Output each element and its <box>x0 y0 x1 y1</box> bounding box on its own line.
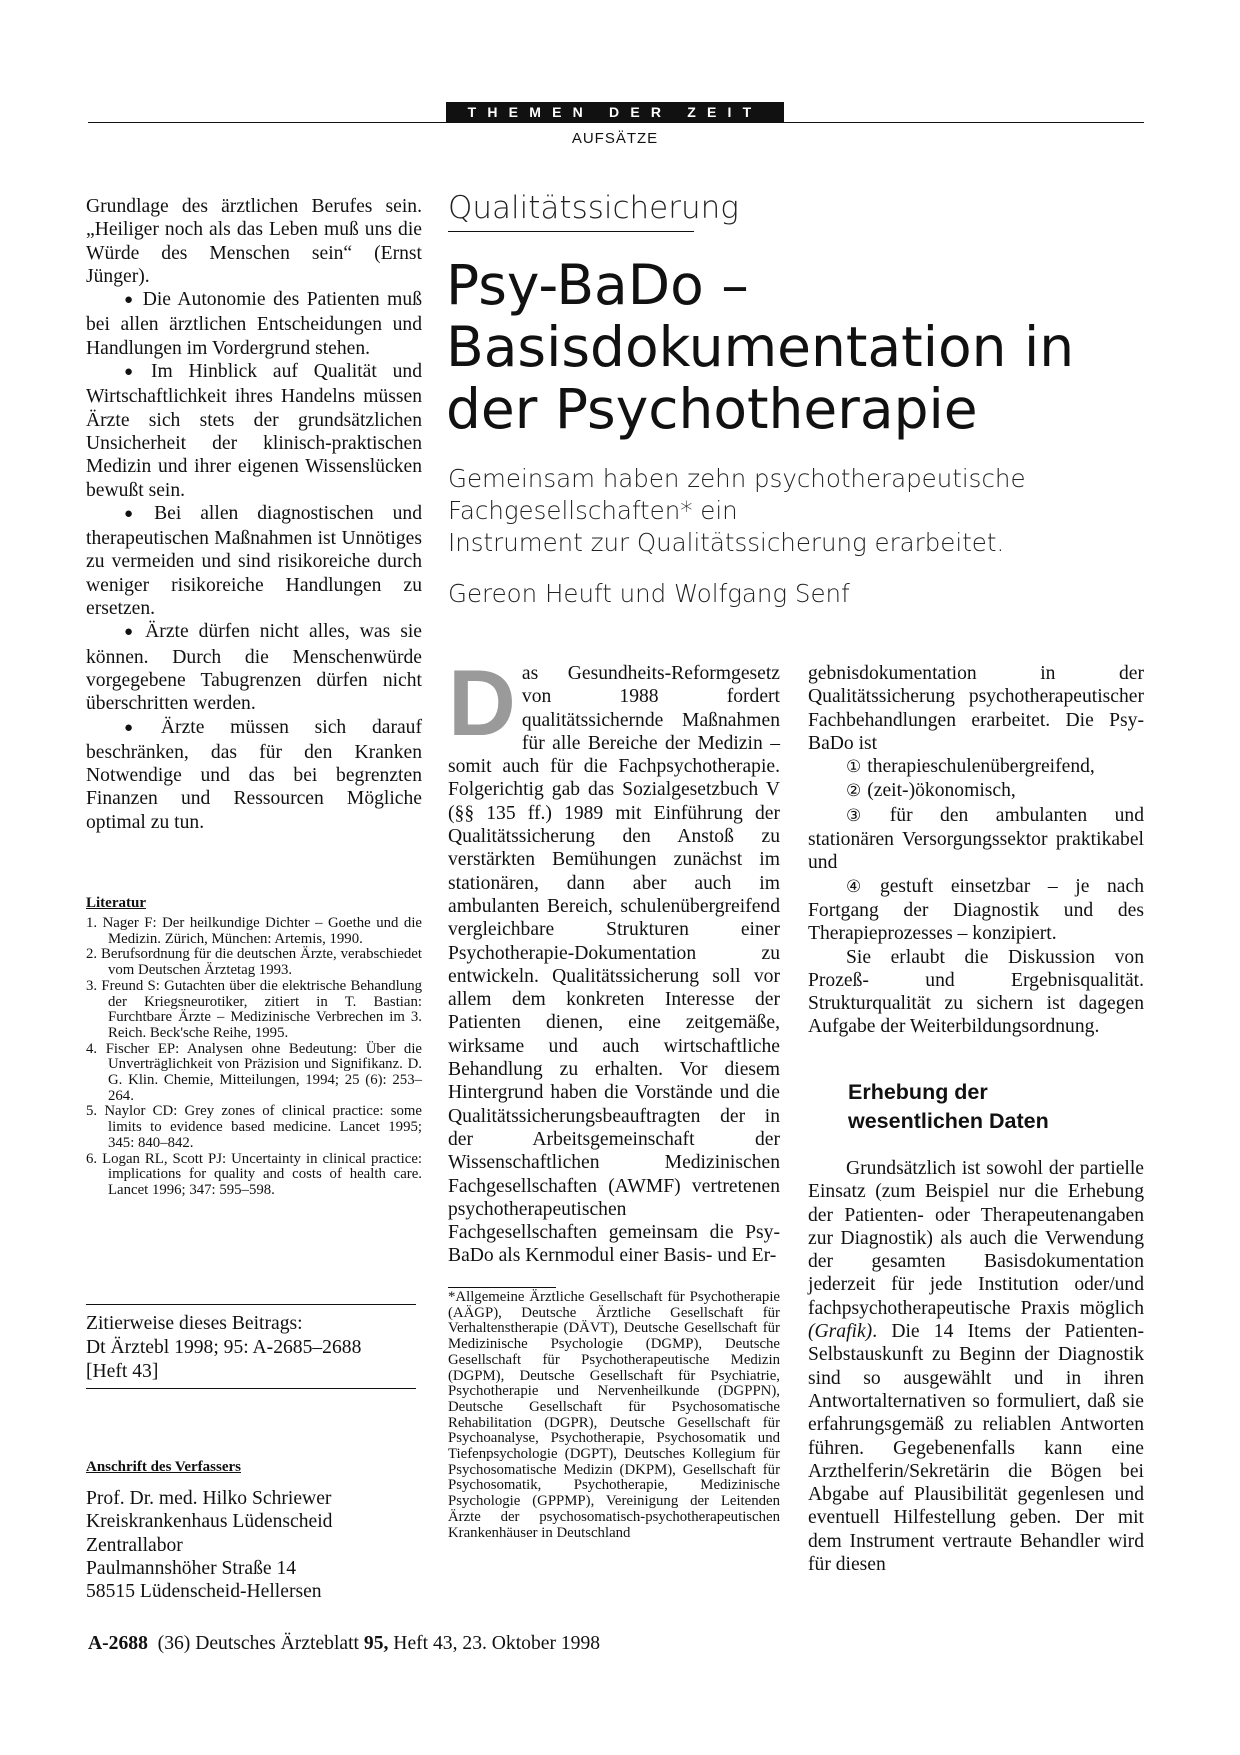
figure-reference: (Grafik) <box>808 1321 873 1343</box>
literature-item: 4. Fischer EP: Analysen ohne Bedeutung: Über die Unverträglichkeit von Präzision und Signifikanz. D. G. Klin. Chemie, Mitteilungen, 1994; 25 (6): 253–264. <box>86 1040 422 1104</box>
article-authors: Gereon Heuft und Wolfgang Senf <box>448 579 850 608</box>
header-rule <box>88 122 1144 123</box>
paragraph: Grundlage des ärztlichen Berufes sein. „Heiliger noch als das Leben muß uns die Würde des Menschen sein“ (Ernst Jünger). <box>86 196 422 287</box>
literature-list <box>86 916 422 1199</box>
bullet-paragraph: ● Ärzte dürfen nicht alles, was sie können. Durch die Menschenwürde vorgegebene Tabugrenzen dürfen nicht überschritten werden. <box>86 620 422 715</box>
footnote-rule <box>448 1287 556 1288</box>
citation-line: Dt Ärztebl 1998; 95: A-2685–2688 <box>86 1337 362 1358</box>
bullet-paragraph: ● Bei allen diagnostischen und therapeutischen Maßnahmen ist Unnötiges zu vermeiden und sind risikoreiche durch weniger risikoreiche Handlungen zu ersetzen. <box>86 502 422 620</box>
address-title: Anschrift des Verfassers <box>86 1459 241 1475</box>
enum-item <box>808 755 1144 779</box>
citation-line: [Heft 43] <box>86 1361 159 1382</box>
enum-number: ① <box>846 757 862 778</box>
subheading-line: Erhebung der <box>848 1080 988 1104</box>
paragraph: gebnisdokumentation in der Qualitätssicherung psychotherapeutischer Fachbehandlungen erarbeitet. Die Psy-BaDo ist <box>808 663 1144 754</box>
address-line: Zentrallabor <box>86 1534 183 1556</box>
paragraph <box>808 1157 1144 1576</box>
address-line: Kreiskrankenhaus Lüdenscheid <box>86 1511 333 1533</box>
body-text-right-bottom <box>808 1157 1144 1576</box>
article-title <box>446 254 1166 440</box>
left-column-text <box>86 195 422 834</box>
literature-title: Literatur <box>86 895 146 911</box>
enum-number: ④ <box>846 876 874 897</box>
text-run: . Die 14 Items der Patienten-Selbstauskunft zu Beginn der Diagnostik sind so ausgewählt und in ihren Antwortalternativen so formuliert, daß sie erfahrungsgemäß zu reliablen Antworten führen. Gegebenenfalls kann eine Arzthelferin/Sekretärin die Bögen bei Abgabe auf Plausibilität gegenlesen und eventuell Hilfestellung geben. Der mit dem Instrument vertraute Behandler wird für diesen <box>808 1321 1144 1576</box>
title-line: Psy-BaDo – <box>446 253 749 317</box>
drop-cap: D <box>448 650 516 755</box>
bullet-paragraph: ● Die Autonomie des Patienten muß bei allen ärztlichen Entscheidungen und Handlungen im Vordergrund stehen. <box>86 288 422 360</box>
subtitle-line: Instrument zur Qualitätssicherung erarbeitet. <box>448 528 1005 557</box>
title-line: Basisdokumentation in <box>446 315 1075 379</box>
body-text: as Gesundheits-Reformgesetz von 1988 fordert qualitätssichernde Maßnahmen für alle Bereiche der Medizin – somit auch für die Fachpsychotherapie. Folgerichtig gab das Sozialgesetzbuch V (§§ 135 ff.) 1989 mit Einführung der Qualitätssicherung den Anstoß zu verstärkten Bemühungen zunächst im stationären, dann aber auch im ambulanten Bereich, schulenübergreifend vergleichbare Strukturen einer Psychotherapie-Dokumentation zu entwickeln. Qualitätssicherung soll vor allem dem konkreten Interesse der Patienten dienen, eine zeitgemäße, wirksame und auch wirtschaftliche Behandlung zu erhalten. Vor diesem Hintergrund haben die Vorstände und die Qualitätssicherungsbeauftragten der in der Arbeitsgemeinschaft der Wissenschaftlichen Medizinischen Fachgesellschaften (AWMF) vertretenen psychotherapeutischen Fachgesellschaften gemeinsam die Psy-BaDo als Kernmodul einer Basis- und Er- <box>448 663 780 1267</box>
enum-number: ② <box>846 781 862 802</box>
enum-text: therapieschulenübergreifend, <box>867 756 1095 778</box>
article-kicker: Qualitätssicherung <box>448 190 739 226</box>
subtitle-line: Fachgesellschaften* ein <box>448 496 738 525</box>
footnote: *Allgemeine Ärztliche Gesellschaft für Psychotherapie (AÄGP), Deutsche Ärztliche Gesellschaft für Verhaltenstherapie (DÄVT), Deutsche Gesellschaft für Medizinische Psychologie (DGMP), Deutsche Gesellschaft für Psychotherapeutische Medizin (DGPM), Deutsche Gesellschaft für Psychiatrie, Psychotherapie und Nervenheilkunde (DGPPN), Deutsche Gesellschaft für Psychosomatische Rehabilitation (DGPR), Deutsche Gesellschaft für Psychoanalyse, Psychotherapie, Psychosomatik und Tiefenpsychologie (DGPT), Deutsches Kollegium für Psychosomatische Medizin (DKPM), Gesellschaft für Psychosomatik, Psychotherapie, Medizinische Psychologie (GPPMP), Vereinigung der Leitenden Ärzte der psychosomatisch-psychotherapeutischen Krankenhäuser in Deutschland <box>448 1289 780 1541</box>
subtitle-line: Gemeinsam haben zehn psychotherapeutische <box>448 464 1026 493</box>
text-run: Grundsätzlich ist sowohl der partielle Einsatz (zum Beispiel nur die Erhebung der Patienten- oder Therapeutenangaben zur Diagnostik) als auch die Verwendung der gesamten Basisdokumentation jederzeit für jede Institution oder/und fachpsychotherapeutische Praxis möglich <box>808 1158 1144 1319</box>
address-line: Prof. Dr. med. Hilko Schriewer <box>86 1488 332 1509</box>
enum-item <box>808 804 1144 875</box>
section-label: AUFSÄTZE <box>571 130 659 147</box>
literature-item: 3. Freund S: Gutachten über die elektrische Behandlung der Kriegsneurotiker, zitiert in T. Bastian: Furchtbare Ärzte – Medizinische Verbrechen im 3. Reich. Beck'sche Reihe, 1995. <box>86 977 422 1041</box>
address-line: 58515 Lüdenscheid-Hellersen <box>86 1581 322 1603</box>
body-text-right-top <box>808 662 1144 1039</box>
citation-box <box>86 1312 416 1384</box>
page-footer <box>88 1633 600 1655</box>
literature-item: 5. Naylor CD: Grey zones of clinical practice: some limits to evidence based medicine. Lancet 1995; 345: 840–842. <box>86 1103 422 1151</box>
subheading-line: wesentlichen Daten <box>848 1109 1049 1133</box>
bullet-paragraph: ● Ärzte müssen sich darauf beschränken, das für den Kranken Notwendige und das bei begrenzten Finanzen und Ressourcen Mögliche optimal zu tun. <box>86 716 422 834</box>
paragraph: Sie erlaubt die Diskussion von Prozeß- und Ergebnisqualität. Strukturqualität zu sichern ist dagegen Aufgabe der Weiterbildungsordnung. <box>808 946 1144 1038</box>
section-subheading <box>848 1078 1138 1136</box>
citation-line: Zitierweise dieses Beitrags: <box>86 1313 303 1334</box>
page-number: A-2688 <box>88 1633 148 1654</box>
enum-text: für den ambulanten und stationären Versorgungssektor praktikabel und <box>808 804 1144 874</box>
section-header-band: THEMEN DER ZEIT <box>446 102 784 123</box>
article-subtitle <box>448 463 1148 559</box>
body-text-middle <box>448 650 780 1268</box>
literature-item: 1. Nager F: Der heilkundige Dichter – Goethe und die Medizin. Zürich, München: Artemis, 1990. <box>86 915 422 947</box>
citation-bottom-rule <box>86 1388 416 1389</box>
footer-text: Heft 43, 23. Oktober 1998 <box>388 1633 601 1654</box>
enum-item <box>808 779 1144 803</box>
address-line: Paulmannshöher Straße 14 <box>86 1557 297 1579</box>
bullet-paragraph: ● Im Hinblick auf Qualität und Wirtschaftlichkeit ihres Handelns müssen Ärzte sich stets der grundsätzlichen Unsicherheit der klinisch-praktischen Medizin und ihrer eigenen Wissenslücken bewußt sein. <box>86 360 422 502</box>
enum-number: ③ <box>846 805 884 826</box>
title-line: der Psychotherapie <box>446 377 978 441</box>
citation-top-rule <box>86 1304 416 1305</box>
author-address <box>86 1487 422 1603</box>
footer-text: (36) Deutsches Ärzteblatt <box>157 1633 364 1654</box>
enum-text: gestuft einsetzbar – je nach Fortgang der Diagnostik und des Therapieprozesses – konzipiert. <box>808 875 1144 945</box>
kicker-underline <box>448 231 694 232</box>
volume-number: 95, <box>363 1633 389 1654</box>
literature-item: 2. Berufsordnung für die deutschen Ärzte, verabschiedet vom Deutschen Ärztetag 1993. <box>86 946 422 979</box>
enum-text: (zeit-)ökonomisch, <box>867 780 1016 802</box>
literature-item: 6. Logan RL, Scott PJ: Uncertainty in clinical practice: implications for quality and costs of health care. Lancet 1996; 347: 595–598. <box>86 1150 422 1198</box>
enum-item <box>808 875 1144 946</box>
